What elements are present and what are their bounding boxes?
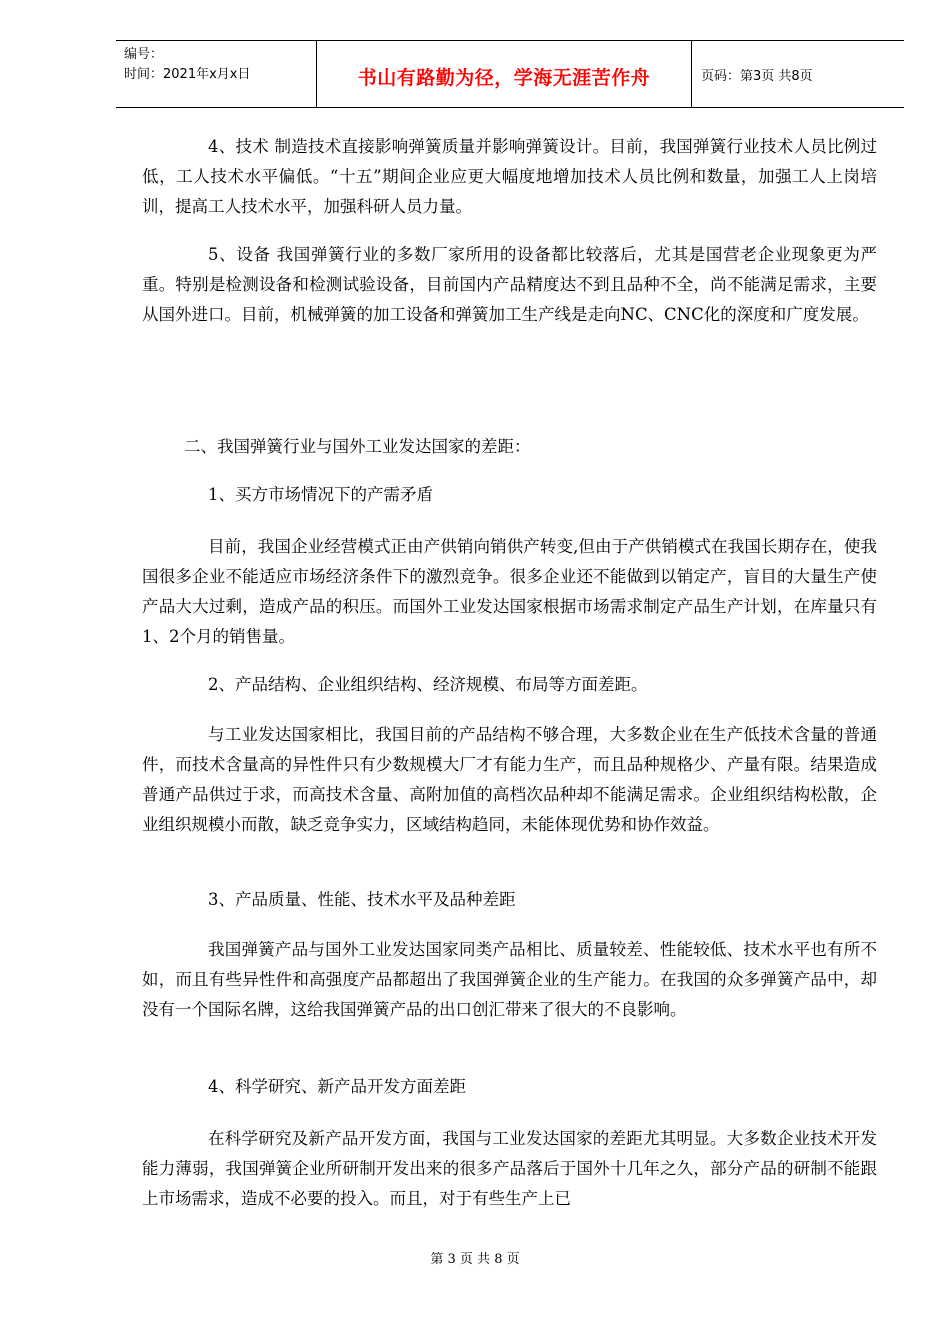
header-page-number: 页码：第3页 共8页 [701, 69, 813, 84]
header-page-cell [691, 41, 904, 107]
document-number-label: 编号： [124, 47, 164, 62]
document-date-label: 时间：2021年x月x日 [124, 67, 251, 82]
paragraph-quality: 我国弹簧产品与国外工业发达国家同类产品相比、质量较差、性能较低、技术水平也有所不如，而且有些异性件和高强度产品都超出了我国弹簧企业的生产能力。在我国的众多弹簧产品中，却没有一个国际名牌，这给我国弹簧产品的出口创汇带来了很大的不良影响。 [142, 940, 877, 1019]
paragraph-research: 在科学研究及新产品开发方面，我国与工业发达国家的差距尤其明显。大多数企业技术开发能力薄弱，我国弹簧企业所研制开发出来的很多产品落后于国外十几年之久，部分产品的研制不能跟上市场需求，造成不必要的投入。而且，对于有些生产上已 [142, 1129, 877, 1208]
header-motto-cell [316, 41, 692, 107]
header-motto: 书山有路勤为径，学海无涯苦作舟 [357, 67, 651, 89]
header-meta-cell [116, 41, 316, 107]
subheading-market: 1、买方市场情况下的产需矛盾 [208, 485, 433, 504]
paragraph-market: 目前，我国企业经营模式正由产供销向销供产转变,但由于产供销模式在我国长期存在，使我国很多企业不能适应市场经济条件下的激烈竞争。很多企业还不能做到以销定产，盲目的大量生产使产品大大过剩，造成产品的积压。而国外工业发达国家根据市场需求制定产品生产计划，在库量只有1、2个月的销售量。 [142, 537, 877, 646]
page-header [116, 40, 904, 108]
paragraph-equipment: 5、设备 我国弹簧行业的多数厂家所用的设备都比较落后，尤其是国营老企业现象更为严重。特别是检测设备和检测试验设备，目前国内产品精度达不到且品种不全，尚不能满足需求，主要从国外进口。目前，机械弹簧的加工设备和弹簧加工生产线是走向NC、CNC化的深度和广度发展。 [142, 245, 877, 324]
subheading-quality: 3、产品质量、性能、技术水平及品种差距 [208, 890, 516, 909]
subheading-structure: 2、产品结构、企业组织结构、经济规模、布局等方面差距。 [208, 675, 648, 694]
page-footer: 第 3 页 共 8 页 [430, 1252, 520, 1267]
paragraph-technology: 4、技术 制造技术直接影响弹簧质量并影响弹簧设计。目前，我国弹簧行业技术人员比例过低，工人技术水平偏低。“十五”期间企业应更大幅度地增加技术人员比例和数量，加强工人上岗培训，提高工人技术水平，加强科研人员力量。 [142, 137, 877, 216]
subheading-research: 4、科学研究、新产品开发方面差距 [208, 1077, 466, 1096]
paragraph-structure: 与工业发达国家相比，我国目前的产品结构不够合理，大多数企业在生产低技术含量的普通件，而技术含量高的异性件只有少数规模大厂才有能力生产，而且品种规格少、产量有限。结果造成普通产品供过于求，而高技术含量、高附加值的高档次品种却不能满足需求。企业组织结构松散，企业组织规模小而散，缺乏竞争实力，区域结构趋同，未能体现优势和协作效益。 [142, 725, 877, 834]
section-heading-gap: 二、我国弹簧行业与国外工业发达国家的差距： [184, 437, 531, 456]
